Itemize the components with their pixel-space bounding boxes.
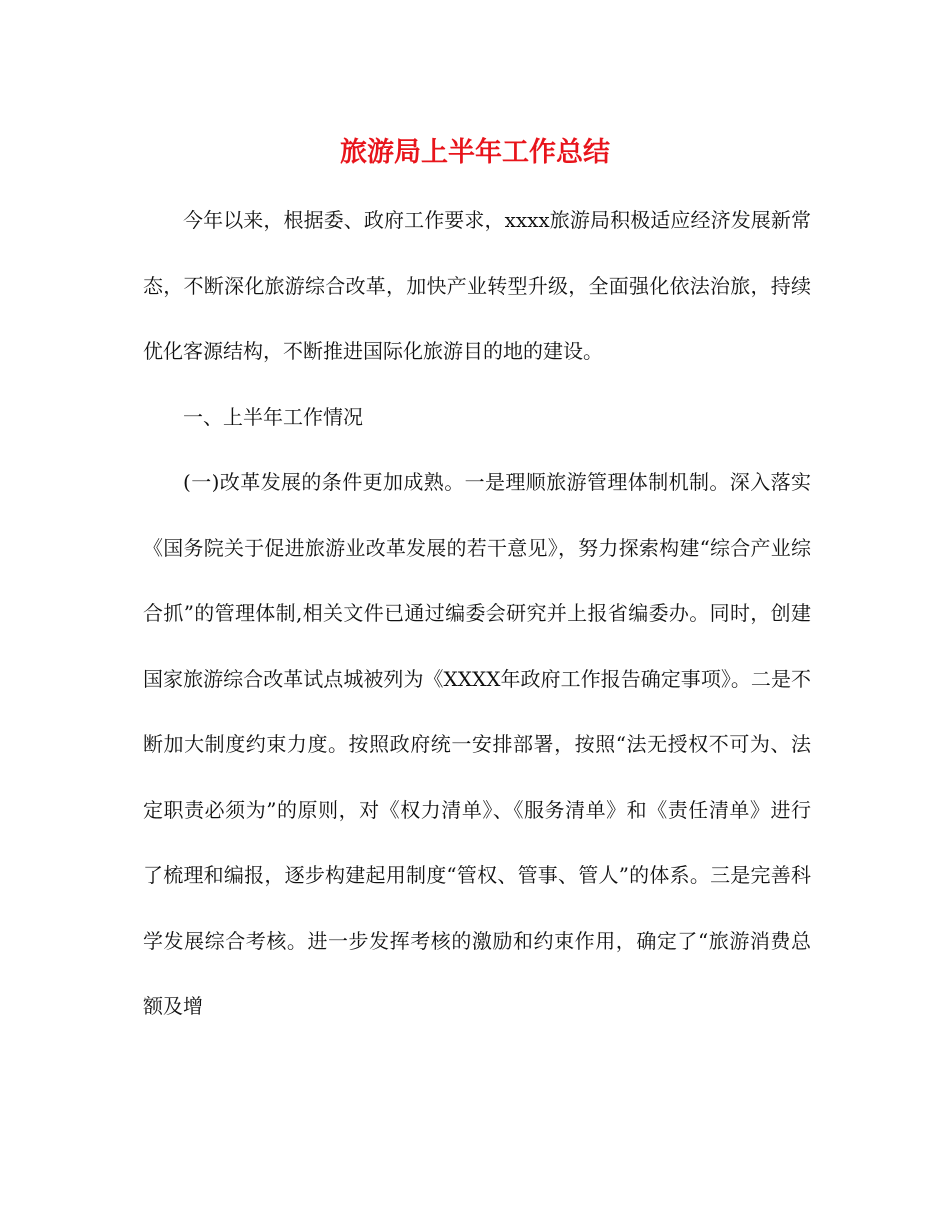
section-heading: 一、上半年工作情况 <box>183 404 363 429</box>
document-title: 旅游局上半年工作总结 <box>340 137 610 168</box>
document-body <box>143 188 811 1040</box>
paragraph-reform: (一)改革发展的条件更加成熟。一是理顺旅游管理体制机制。深入落实《国务院关于促进旅游业改革发展的若干意见》，努力探索构建“综合产业综合抓”的管理体制,相关文件已通过编委会研究并上报省编委办。同时，创建国家旅游综合改革试点城被列为《XXXX年政府工作报告确定事项》。二是不断加大制度约束力度。按照政府统一安排部署，按照“法无授权不可为、法定职责必须为”的原则，对《权力清单》、《服务清单》和《责任清单》进行了梳理和编报，逐步构建起用制度“管权、管事、管人”的体系。三是完善科学发展综合考核。进一步发挥考核的激励和约束作用，确定了“旅游消费总额及增 <box>143 470 811 1018</box>
paragraph-intro: 今年以来，根据委、政府工作要求，xxxx旅游局积极适应经济发展新常态，不断深化旅游综合改革，加快产业转型升级，全面强化依法治旅，持续优化客源结构，不断推进国际化旅游目的地的建设。 <box>143 208 811 363</box>
